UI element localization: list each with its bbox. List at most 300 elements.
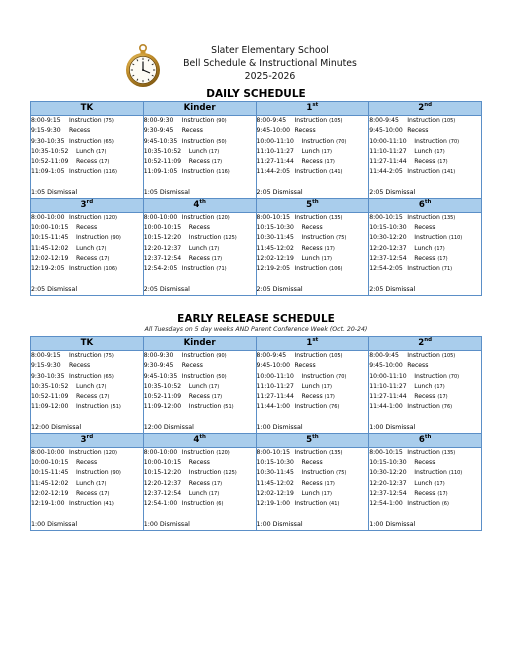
period-minutes: (75) (336, 470, 347, 477)
period-line (257, 372, 369, 382)
grade-label: 4 (193, 434, 200, 445)
grade-header (256, 337, 369, 351)
early-release-table (30, 336, 482, 531)
grade-schedule-cell (143, 447, 256, 530)
period-time: 12:19-1:00 (256, 500, 290, 507)
period-line (31, 468, 143, 478)
period-minutes: (17) (321, 148, 332, 155)
period-time: 10:30-11:45 (256, 234, 294, 242)
period-line (369, 167, 481, 177)
period-time: 9:45-10:35 (143, 137, 178, 145)
period-line (257, 116, 369, 126)
period-time: 10:15-12:20 (143, 234, 182, 242)
period-minutes: (17) (96, 383, 107, 390)
grade-schedule-cell (256, 212, 369, 295)
period-time: 11:27-11:44 (369, 393, 407, 400)
period-activity: Instruction (181, 352, 215, 359)
grade-label: 1 (306, 103, 313, 113)
dismissal-time: 1:05 Dismissal (31, 188, 78, 196)
period-activity: Recess (414, 254, 436, 262)
period-time: 9:30-9:45 (143, 362, 174, 370)
period-line (369, 264, 481, 274)
period-time: 10:15-10:30 (256, 224, 294, 231)
period-minutes: (17) (99, 394, 110, 400)
period-time: 8:00-10:15 (369, 213, 403, 221)
period-activity: Recess (414, 158, 436, 165)
period-time: 12:02-12:19 (256, 489, 294, 497)
period-minutes: (6) (216, 501, 224, 507)
period-activity: Lunch (76, 382, 95, 390)
period-minutes: (105) (329, 353, 343, 359)
grade-label: TK (80, 103, 94, 113)
grade-schedule-cell (256, 116, 369, 199)
period-minutes: (116) (103, 169, 118, 176)
period-minutes: (90) (216, 353, 227, 359)
period-time: 9:45-10:00 (369, 127, 403, 135)
period-line (257, 448, 369, 458)
period-time: 12:19-2:05 (256, 265, 290, 272)
grade-ordinal-suffix: nd (424, 337, 433, 343)
period-line (31, 147, 143, 157)
dismissal-time: 2:05 Dismissal (369, 188, 416, 196)
page-header (0, 36, 512, 92)
grade-label: 6 (418, 434, 425, 445)
early-release-note: All Tuesdays on 5 day weeks AND Parent Conference Week (Oct. 20-24) (144, 326, 368, 333)
period-activity: Recess (76, 254, 98, 262)
period-time: 12:19-2:05 (31, 265, 65, 272)
period-minutes: (70) (448, 138, 460, 145)
period-line (144, 372, 256, 382)
period-minutes: (141) (441, 169, 456, 176)
period-time: 10:35-10:52 (31, 382, 69, 390)
grade-schedule-cell (31, 351, 144, 434)
period-minutes: (17) (99, 490, 110, 497)
period-time: 10:00-10:15 (143, 459, 182, 466)
spacer (31, 413, 143, 423)
period-time: 11:44-2:05 (369, 168, 403, 176)
period-time: 10:15-10:30 (369, 459, 407, 466)
period-activity: Instruction (407, 352, 440, 359)
period-time: 8:00-9:45 (369, 117, 399, 124)
grade-label: 2 (418, 338, 425, 348)
grade-header (143, 337, 256, 351)
period-line (31, 167, 143, 177)
period-activity: Instruction (76, 469, 109, 477)
period-time: 10:35-10:52 (31, 147, 69, 155)
grade-label: 3 (80, 434, 87, 445)
grade-ordinal-suffix: th (199, 433, 206, 440)
period-line (369, 372, 481, 382)
period-line (369, 137, 481, 147)
period-minutes: (70) (336, 138, 347, 145)
period-time: 8:00-9:45 (256, 117, 287, 124)
grade-label: 1 (306, 338, 313, 348)
period-minutes: (76) (329, 404, 340, 411)
grade-ordinal-suffix: th (312, 433, 319, 440)
period-activity: Instruction (188, 469, 222, 477)
period-activity: Recess (69, 362, 91, 370)
grade-schedule-cell (369, 351, 482, 434)
period-activity: Instruction (69, 372, 102, 380)
period-line (369, 402, 481, 412)
period-time: 9:30-9:45 (143, 127, 174, 135)
period-minutes: (17) (208, 148, 220, 155)
period-time: 8:00-10:00 (143, 213, 178, 221)
period-minutes: (17) (99, 159, 110, 165)
period-minutes: (17) (321, 383, 332, 390)
grade-header (369, 102, 482, 116)
period-minutes: (50) (216, 373, 227, 380)
spacer (369, 178, 481, 188)
period-line (369, 157, 481, 167)
period-activity: Recess (76, 393, 98, 400)
period-line (257, 137, 369, 147)
period-line (369, 361, 481, 371)
period-activity: Recess (301, 158, 323, 165)
period-time: 8:00-10:00 (31, 448, 65, 456)
period-activity: Recess (69, 127, 91, 135)
period-time: 10:35-10:52 (143, 147, 182, 155)
period-minutes: (105) (329, 118, 343, 124)
period-activity: Instruction (407, 117, 440, 124)
period-line (257, 402, 369, 412)
period-time: 12:02-12:19 (31, 489, 69, 497)
period-time: 8:00-10:15 (256, 448, 290, 456)
spacer (144, 509, 256, 519)
grade-schedule-cell (369, 447, 482, 530)
grade-label: 6 (418, 199, 425, 210)
period-line (144, 213, 256, 223)
period-activity: Instruction (407, 500, 440, 507)
period-activity: Lunch (188, 382, 207, 390)
period-line (31, 402, 143, 412)
period-line (369, 392, 481, 402)
period-line (31, 223, 143, 233)
period-time: 11:10-11:27 (256, 147, 294, 155)
period-time: 10:52-11:09 (31, 158, 69, 165)
period-minutes: (75) (103, 353, 114, 359)
grade-ordinal-suffix: th (424, 198, 432, 205)
spacer (144, 178, 256, 188)
period-line (257, 213, 369, 223)
period-line (31, 244, 143, 254)
grade-schedule-cell (31, 447, 144, 530)
period-line (144, 157, 256, 167)
period-activity: Instruction (407, 213, 440, 221)
period-activity: Instruction (69, 168, 102, 176)
period-minutes: (106) (103, 266, 118, 272)
period-time: 10:00-11:10 (369, 372, 407, 380)
period-minutes: (120) (216, 449, 230, 456)
schedule-body-row (31, 212, 482, 295)
period-time: 8:00-9:45 (369, 352, 399, 359)
period-time: 9:45-10:00 (369, 362, 403, 370)
period-minutes: (90) (216, 118, 227, 124)
period-time: 10:15-10:30 (256, 459, 294, 466)
period-activity: Lunch (301, 382, 320, 390)
period-minutes: (17) (437, 159, 448, 165)
period-line (257, 458, 369, 468)
title-block (150, 44, 390, 83)
period-line (369, 458, 481, 468)
schedule-body-row (31, 351, 482, 434)
dismissal-time: 2:05 Dismissal (143, 285, 190, 293)
period-line (31, 351, 143, 361)
dismissal-time: 1:00 Dismissal (256, 423, 303, 431)
period-minutes: (120) (103, 214, 118, 221)
period-activity: Recess (76, 489, 98, 497)
period-line (31, 137, 143, 147)
grade-ordinal-suffix: st (312, 337, 319, 343)
period-time: 8:00-9:30 (143, 352, 174, 359)
period-time: 9:15-9:30 (31, 362, 61, 370)
period-time: 8:00-10:15 (256, 213, 290, 221)
period-time: 12:20-12:37 (369, 479, 407, 487)
period-line (257, 361, 369, 371)
period-time: 11:44-1:00 (256, 403, 290, 411)
period-activity: Recess (188, 393, 210, 400)
period-time: 10:30-12:20 (369, 469, 407, 477)
period-line (369, 351, 481, 361)
period-time: 12:54-2:05 (369, 265, 403, 272)
period-line (144, 402, 256, 412)
period-activity: Lunch (414, 147, 433, 155)
period-minutes: (65) (103, 373, 114, 380)
grade-ordinal-suffix: rd (86, 433, 94, 440)
spacer (31, 509, 143, 519)
period-activity: Recess (301, 479, 323, 487)
period-time: 12:37-12:54 (369, 254, 407, 262)
period-minutes: (70) (448, 373, 460, 380)
grade-header (256, 433, 369, 447)
period-activity: Recess (414, 224, 436, 231)
period-line (31, 264, 143, 274)
period-minutes: (70) (336, 373, 347, 380)
period-line (144, 167, 256, 177)
grade-schedule-cell (256, 351, 369, 434)
period-activity: Recess (188, 479, 210, 487)
period-time: 9:15-9:30 (31, 127, 61, 135)
period-time: 8:00-9:15 (31, 352, 61, 359)
period-time: 10:30-11:45 (256, 469, 294, 477)
period-time: 10:15-11:45 (31, 469, 69, 477)
period-line (144, 499, 256, 509)
period-activity: Lunch (414, 244, 433, 252)
period-activity: Instruction (414, 137, 447, 145)
period-line (257, 489, 369, 499)
period-minutes: (125) (223, 235, 237, 242)
period-time: 11:45-12:02 (31, 244, 69, 252)
period-activity: Recess (76, 158, 98, 165)
period-minutes: (17) (324, 480, 335, 487)
period-activity: Recess (407, 362, 429, 370)
period-line (257, 244, 369, 254)
period-minutes: (6) (441, 501, 449, 507)
period-activity: Instruction (181, 213, 215, 221)
period-minutes: (110) (448, 470, 463, 477)
period-time: 9:45-10:00 (256, 127, 290, 135)
period-minutes: (17) (211, 480, 223, 487)
period-minutes: (71) (441, 266, 453, 272)
period-time: 11:09-12:00 (31, 403, 69, 411)
period-time: 10:00-10:15 (31, 224, 69, 231)
period-line (144, 116, 256, 126)
grade-header (143, 102, 256, 116)
period-minutes: (17) (434, 148, 445, 155)
period-activity: Instruction (294, 213, 328, 221)
period-activity: Instruction (414, 234, 447, 242)
period-line (144, 147, 256, 157)
period-line (369, 448, 481, 458)
period-time: 10:00-11:10 (369, 137, 407, 145)
spacer (369, 274, 481, 284)
grade-label: 5 (306, 199, 313, 210)
period-activity: Instruction (69, 137, 102, 145)
dismissal-time: 2:05 Dismissal (31, 285, 78, 293)
period-minutes: (135) (329, 449, 343, 456)
grade-header (143, 433, 256, 447)
period-line (31, 126, 143, 136)
grade-ordinal-suffix: rd (86, 198, 94, 205)
period-minutes: (17) (434, 383, 445, 390)
period-minutes: (17) (324, 394, 335, 400)
period-time: 10:35-10:52 (143, 382, 182, 390)
period-activity: Instruction (407, 448, 440, 456)
period-line (369, 126, 481, 136)
schedule-body-row (31, 447, 482, 530)
period-time: 11:09-1:05 (31, 168, 65, 176)
grade-label: 4 (193, 199, 200, 210)
period-line (144, 254, 256, 264)
period-line (369, 489, 481, 499)
period-minutes: (51) (223, 404, 234, 411)
period-line (31, 157, 143, 167)
period-line (257, 126, 369, 136)
dismissal-time: 1:00 Dismissal (143, 520, 190, 528)
period-minutes: (90) (110, 470, 121, 477)
period-minutes: (135) (441, 214, 456, 221)
period-minutes: (17) (434, 245, 445, 252)
grade-schedule-cell (369, 212, 482, 295)
period-time: 10:15-11:45 (31, 234, 69, 242)
dismissal-time: 1:00 Dismissal (369, 520, 416, 528)
early-release-title: EARLY RELEASE SCHEDULE (177, 313, 335, 325)
period-line (31, 233, 143, 243)
period-activity: Instruction (414, 469, 447, 477)
grade-header (31, 198, 144, 212)
period-activity: Recess (301, 244, 323, 252)
period-minutes: (51) (110, 404, 121, 411)
period-minutes: (41) (103, 501, 114, 507)
grade-header-row (31, 337, 482, 351)
period-minutes: (17) (208, 383, 220, 390)
period-activity: Recess (294, 362, 316, 370)
period-activity: Recess (76, 224, 98, 231)
period-activity: Recess (414, 489, 436, 497)
period-activity: Recess (301, 224, 323, 231)
period-line (257, 157, 369, 167)
period-time: 11:09-1:05 (143, 168, 178, 176)
period-minutes: (135) (329, 214, 343, 221)
period-minutes: (106) (329, 266, 343, 272)
period-time: 11:45-12:02 (256, 244, 294, 252)
period-minutes: (71) (216, 266, 227, 272)
grade-header-row (31, 198, 482, 212)
dismissal-time: 12:00 Dismissal (31, 423, 82, 431)
period-line (31, 116, 143, 126)
period-activity: Instruction (294, 117, 328, 124)
period-time: 10:15-10:30 (369, 224, 407, 231)
period-time: 11:45-12:02 (256, 479, 294, 487)
period-activity: Instruction (69, 448, 102, 456)
period-time: 8:00-10:00 (31, 213, 65, 221)
period-line (31, 254, 143, 264)
grade-schedule-cell (31, 212, 144, 295)
period-line (31, 499, 143, 509)
period-activity: Instruction (181, 500, 215, 507)
dismissal-time: 1:00 Dismissal (369, 423, 416, 431)
period-line (257, 392, 369, 402)
period-minutes: (116) (216, 169, 230, 176)
period-activity: Recess (301, 459, 323, 466)
period-activity: Lunch (301, 147, 320, 155)
period-activity: Instruction (181, 168, 215, 176)
period-line (369, 468, 481, 478)
dismissal-time: 1:00 Dismissal (31, 520, 78, 528)
period-activity: Instruction (294, 448, 328, 456)
period-time: 9:30-10:35 (31, 137, 65, 145)
grade-schedule-cell (143, 116, 256, 199)
period-time: 12:37-12:54 (143, 489, 182, 497)
document-subtitle: Bell Schedule & Instructional Minutes (183, 58, 357, 69)
grade-header (31, 337, 144, 351)
period-activity: Lunch (301, 489, 320, 497)
period-line (369, 223, 481, 233)
period-activity: Instruction (407, 168, 440, 176)
period-activity: Instruction (76, 403, 109, 411)
period-activity: Instruction (188, 403, 222, 411)
period-line (257, 223, 369, 233)
period-activity: Recess (188, 224, 210, 231)
grade-label: 5 (306, 434, 313, 445)
period-time: 11:10-11:27 (256, 382, 294, 390)
period-line (369, 479, 481, 489)
dismissal-time: 2:05 Dismissal (256, 285, 303, 293)
period-activity: Lunch (76, 479, 95, 487)
spacer (257, 274, 369, 284)
period-time: 12:54-1:00 (369, 500, 403, 507)
grade-header (256, 102, 369, 116)
period-activity: Lunch (188, 489, 207, 497)
period-time: 10:52-11:09 (31, 393, 69, 400)
period-activity: Instruction (407, 265, 440, 272)
period-activity: Recess (301, 393, 323, 400)
grade-header (31, 102, 144, 116)
period-line (144, 458, 256, 468)
period-minutes: (125) (223, 470, 237, 477)
spacer (257, 413, 369, 423)
period-time: 10:52-11:09 (143, 393, 182, 400)
period-minutes: (105) (441, 353, 456, 359)
period-line (31, 361, 143, 371)
period-minutes: (17) (96, 480, 107, 487)
period-line (257, 233, 369, 243)
period-time: 12:02-12:19 (31, 254, 69, 262)
period-minutes: (120) (103, 449, 118, 456)
period-activity: Lunch (188, 147, 207, 155)
period-activity: Instruction (294, 403, 328, 411)
daily-schedule-table (30, 101, 482, 296)
